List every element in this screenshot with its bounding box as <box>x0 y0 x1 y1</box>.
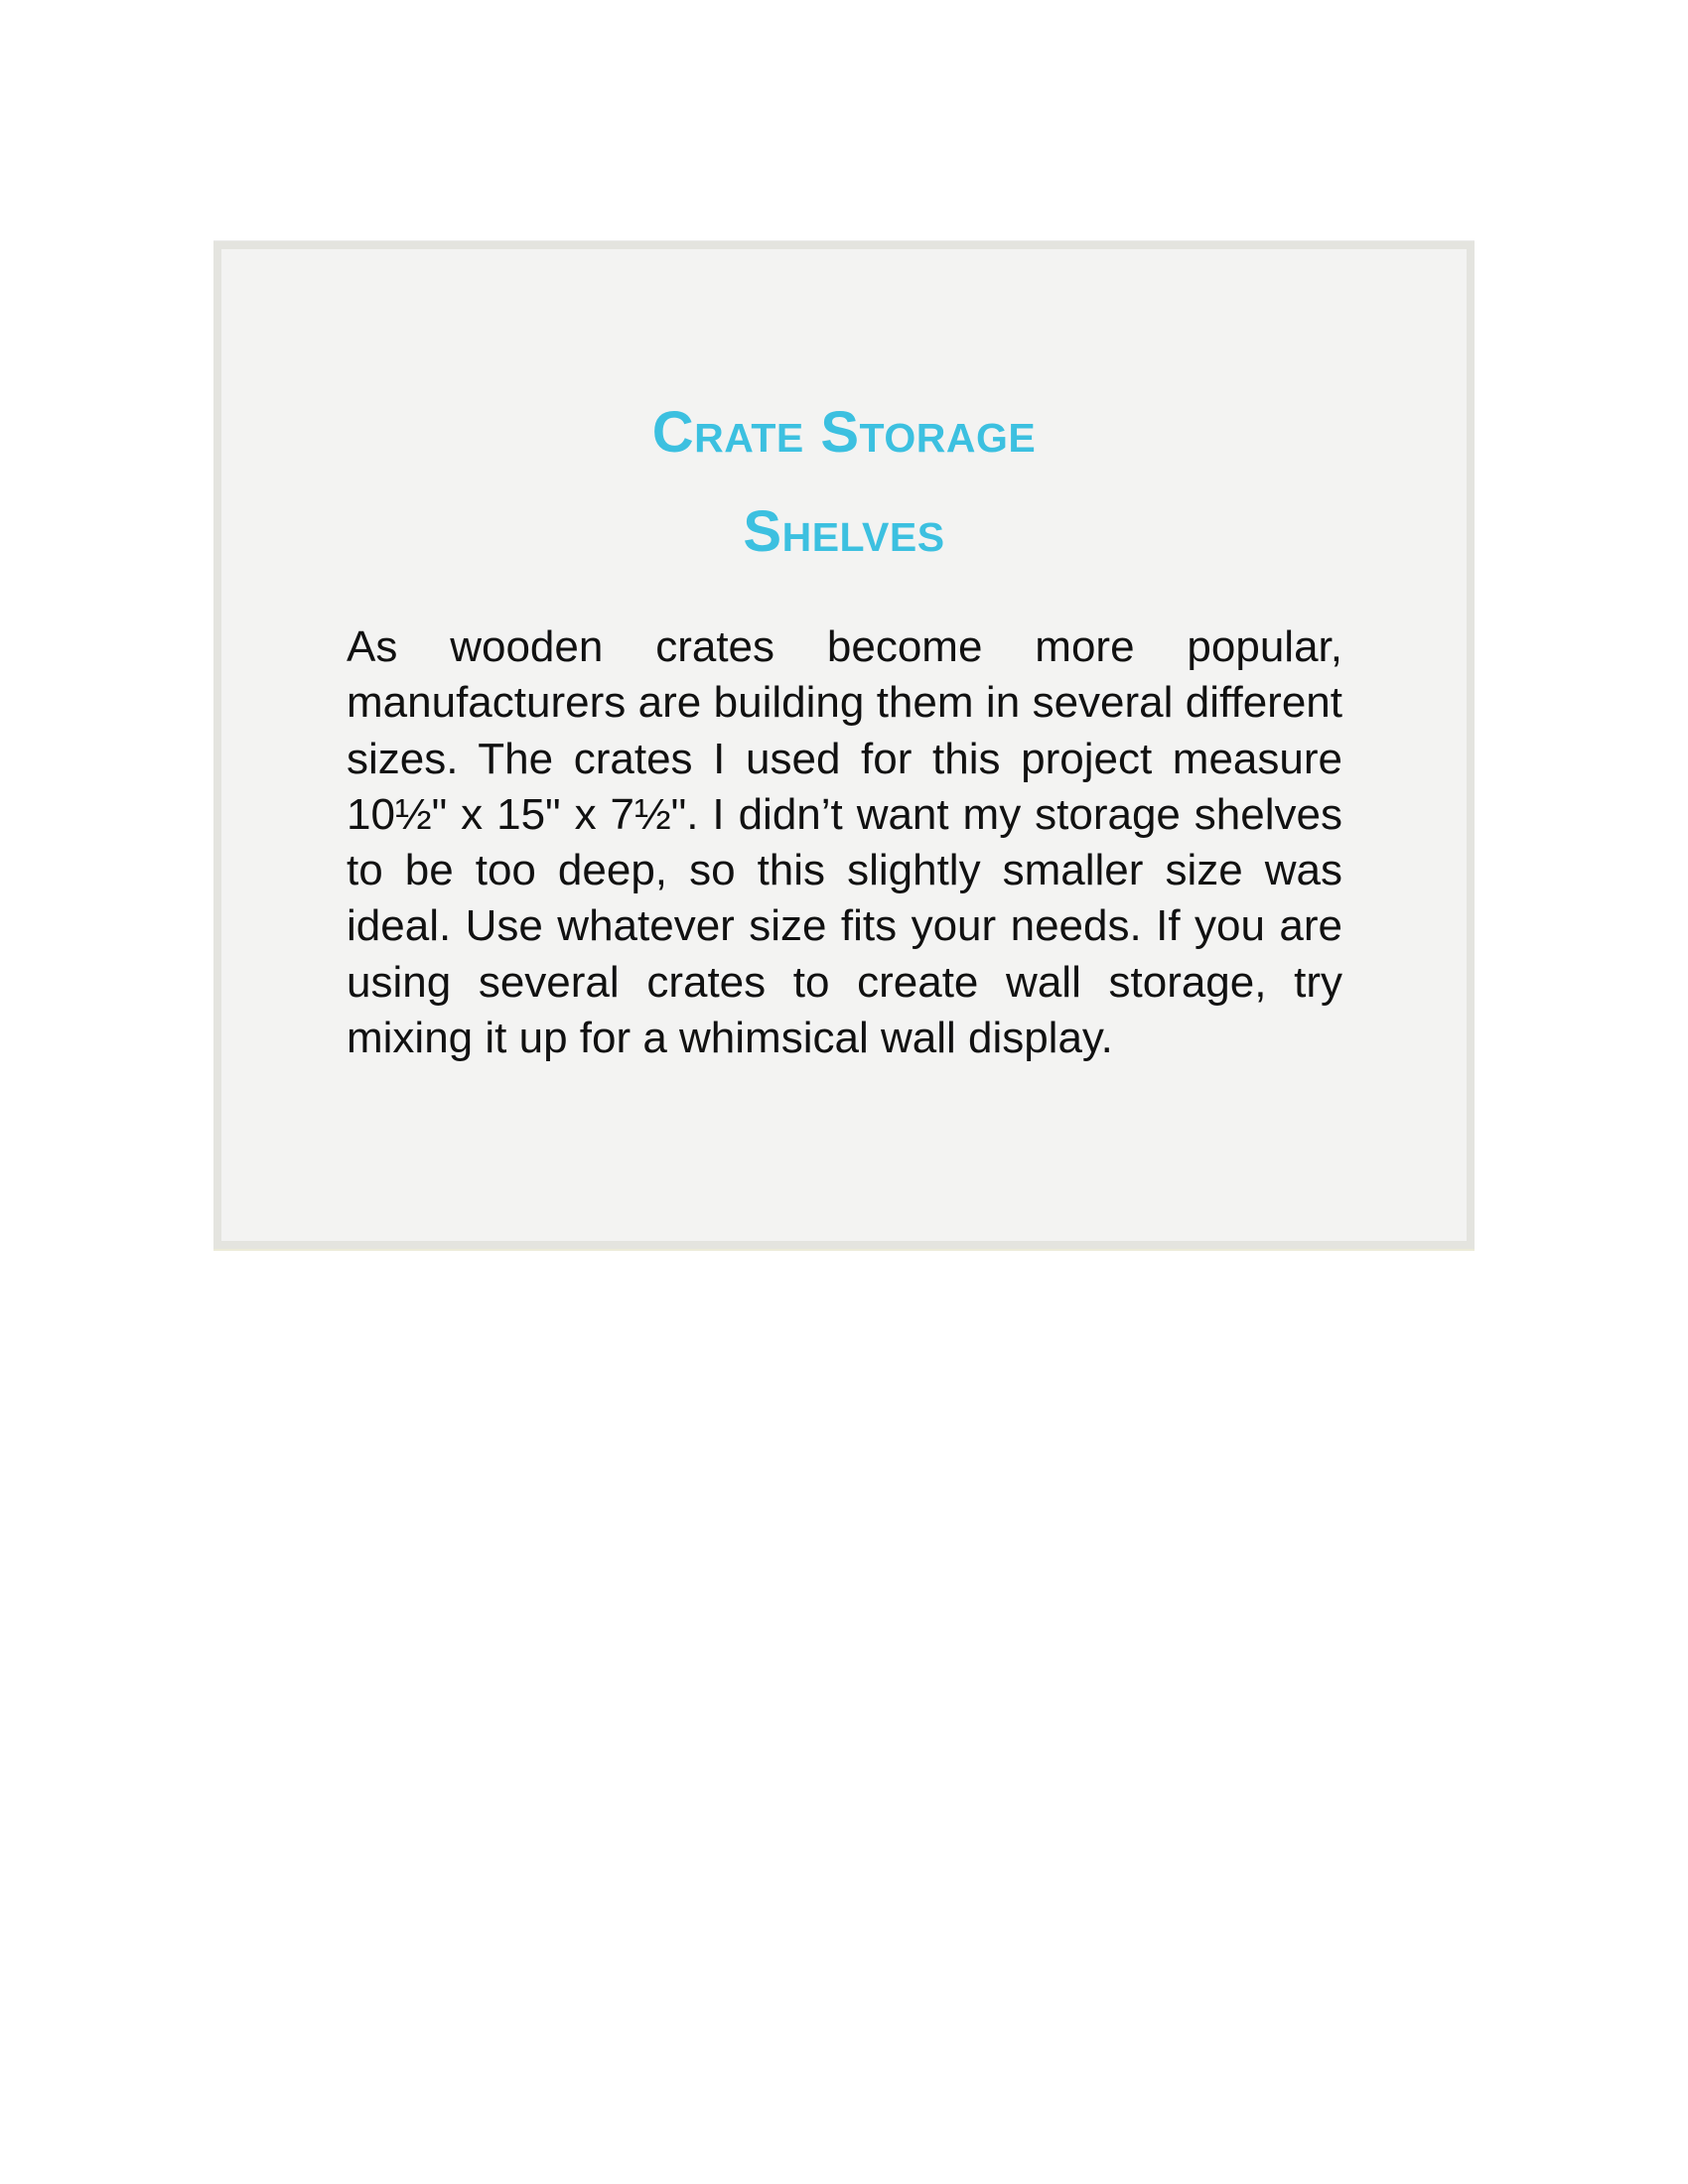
card-title-line-2: Shelves <box>743 499 945 564</box>
card-title <box>221 383 1467 582</box>
info-card <box>213 241 1475 1249</box>
card-title-line-1: Crate Storage <box>651 400 1037 465</box>
card-paragraph: As wooden crates become more popular, manufacturers are building them in several different sizes. The crates I used for this project measure 10½" x 15" x 7½". I didn’t want my storage shelves to be too deep, so this slightly smaller size was ideal. Use whatever size fits your needs. If you are using several crates to create wall storage, try mixing it up for a whimsical wall display. <box>347 622 1342 1063</box>
